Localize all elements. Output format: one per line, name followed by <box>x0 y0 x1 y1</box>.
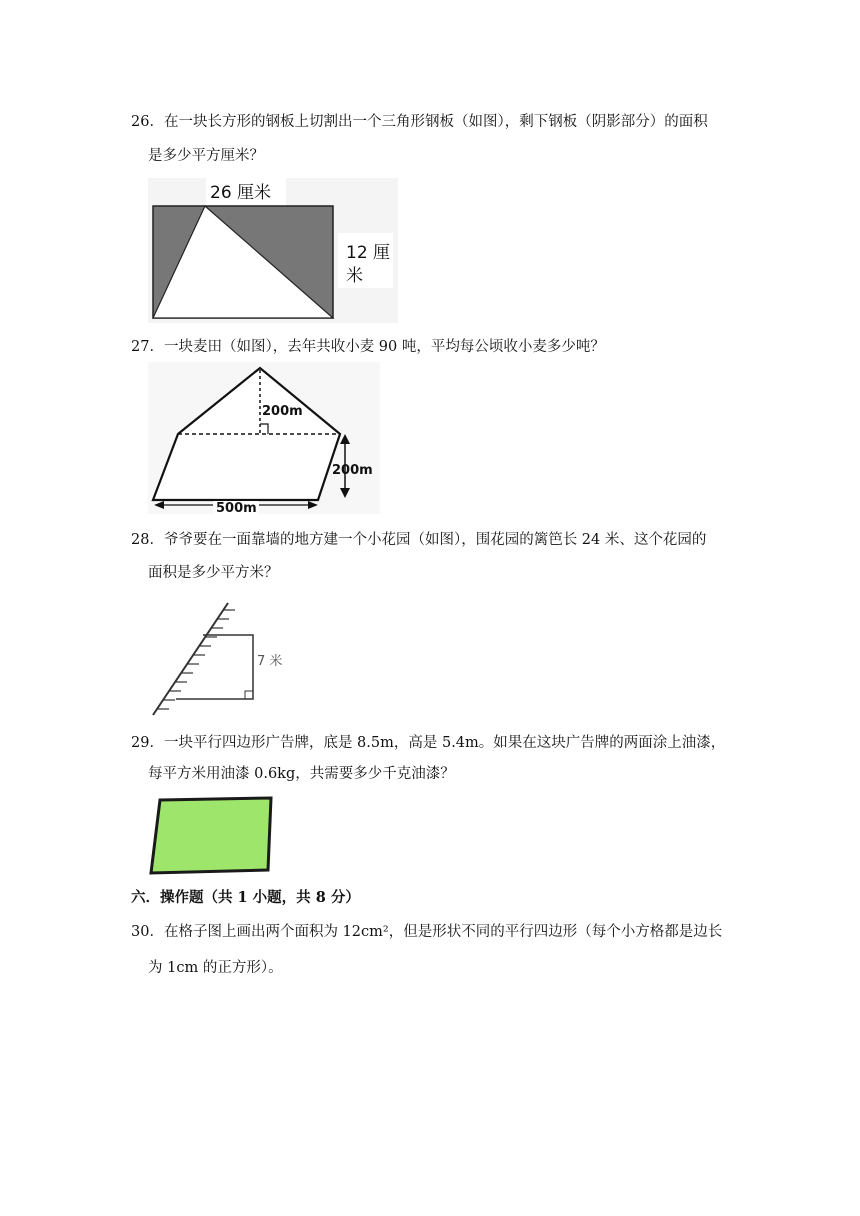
width-label-1: 12 厘 <box>346 243 391 263</box>
wall-line <box>153 603 228 715</box>
fence-side-label: 7 米 <box>257 654 283 669</box>
q26-figure <box>148 178 398 323</box>
fence-outline <box>176 635 253 699</box>
q30-line-2: 为 1cm 的正方形）。 <box>148 960 283 976</box>
billboard-shape <box>151 798 271 873</box>
q28-figure <box>148 595 288 720</box>
q27-figure <box>148 362 380 514</box>
q28-line-2: 面积是多少平方米？ <box>148 565 279 581</box>
height-label-top: 200m <box>262 404 303 419</box>
base-label: 500m <box>216 501 257 514</box>
q30-line-1: 30．在格子图上画出两个面积为 12cm²，但是形状不同的平行四边形（每个小方格都是边长 <box>131 924 723 940</box>
length-label: 26 厘米 <box>210 183 272 203</box>
q26-line-2: 是多少平方厘米？ <box>148 148 264 164</box>
q28-line-1: 28．爷爷要在一面靠墙的地方建一个小花园（如图），围花园的篱笆长 24 米、这个花园的 <box>131 532 707 548</box>
q29-figure <box>138 795 278 877</box>
q26-line-1: 26．在一块长方形的钢板上切割出一个三角形钢板（如图），剩下钢板（阴影部分）的面积 <box>131 114 708 130</box>
section6-heading: 六．操作题（共 1 小题，共 8 分） <box>131 889 360 906</box>
width-label-2: 米 <box>346 266 363 286</box>
q29-line-2: 每平方米用油漆 0.6kg，共需要多少千克油漆？ <box>148 766 455 782</box>
q27-line-1: 27．一块麦田（如图），去年共收小麦 90 吨，平均每公顷收小麦多少吨？ <box>131 339 605 355</box>
q29-line-1: 29．一块平行四边形广告牌，底是 8.5m，高是 5.4m。如果在这块广告牌的两面涂上油漆， <box>131 735 726 751</box>
height-label-right: 200m <box>332 463 373 478</box>
